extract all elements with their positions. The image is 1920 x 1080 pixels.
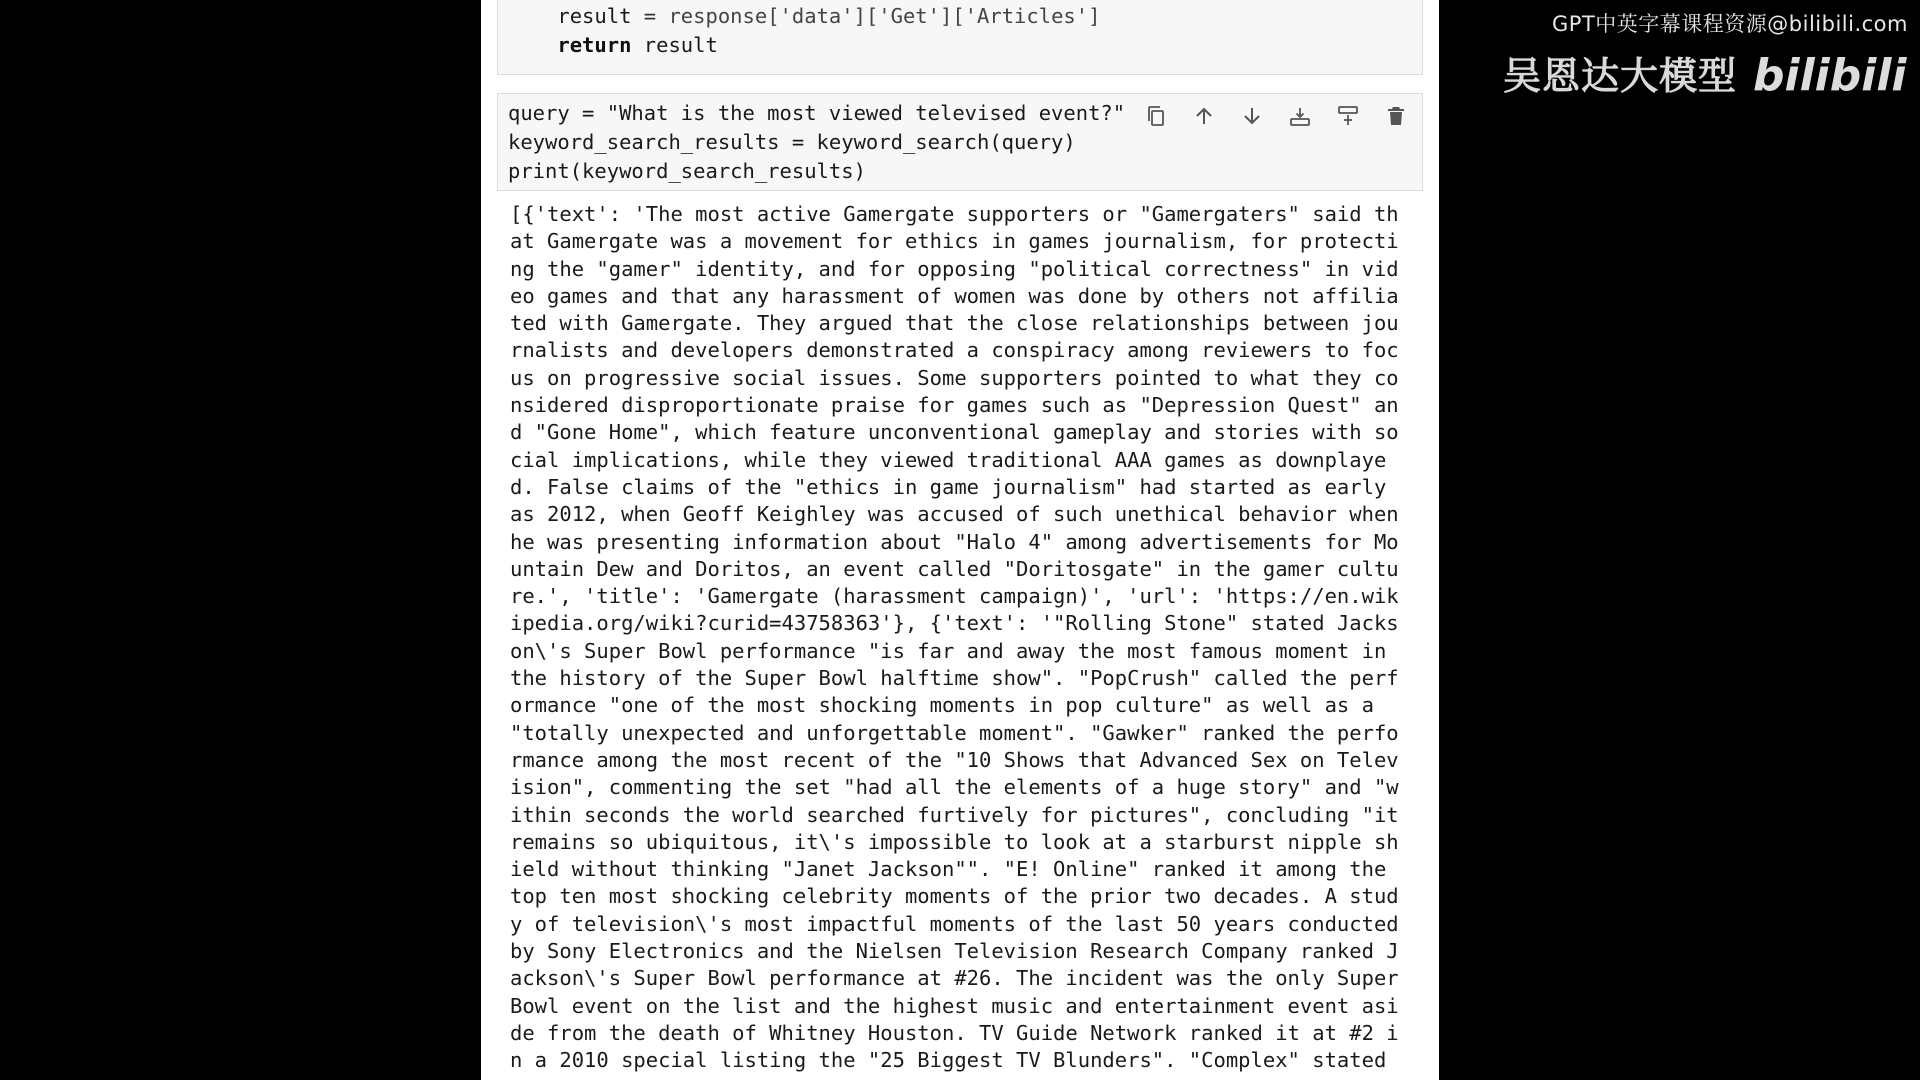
watermark-source: GPT中英字幕课程资源@bilibili.com [1552, 12, 1908, 36]
output-line: de from the death of Whitney Houston. TV Guide Network ranked it at #2 i [510, 1020, 1399, 1045]
insert-cell-below-button[interactable] [1332, 100, 1364, 132]
code-keyword-return: return [557, 33, 632, 57]
cell-output [510, 201, 1430, 1075]
arrow-down-icon [1240, 104, 1264, 128]
delete-icon [1384, 104, 1408, 128]
insert-below-icon [1336, 104, 1360, 128]
duplicate-cell-button[interactable] [1140, 100, 1172, 132]
arrow-up-icon [1192, 104, 1216, 128]
output-line: eo games and that any harassment of women was done by others not affilia [510, 283, 1399, 308]
code-token-return-value: result [631, 33, 718, 57]
output-line: on\'s Super Bowl performance "is far and away the most famous moment in [510, 638, 1387, 663]
output-line: rmance among the most recent of the "10 Shows that Advanced Sex on Telev [510, 747, 1399, 772]
output-line: d. False claims of the "ethics in game journalism" had started as early [510, 474, 1387, 499]
output-line: he was presenting information about "Halo 4" among advertisements for Mo [510, 529, 1399, 554]
output-line: re.', 'title': 'Gamergate (harassment campaign)', 'url': 'https://en.wik [510, 584, 1399, 609]
move-cell-up-button[interactable] [1188, 100, 1220, 132]
output-line: cial implications, while they viewed traditional AAA games as downplaye [510, 447, 1387, 472]
output-line: top ten most shocking celebrity moments of the prior two decades. A stud [510, 884, 1399, 909]
output-line: ted with Gamergate. They argued that the close relationships between jou [510, 311, 1399, 336]
output-line: the history of the Super Bowl halftime show". "PopCrush" called the perf [510, 666, 1399, 691]
watermark-brand-text: 吴恩达大模型 [1503, 53, 1738, 98]
bilibili-logo-text: bilibili [1753, 50, 1907, 101]
output-line: ithin seconds the world searched furtively for pictures", concluding "it [510, 802, 1399, 827]
query-cell-code[interactable] [508, 99, 1125, 186]
move-cell-down-button[interactable] [1236, 100, 1268, 132]
output-line: by Sony Electronics and the Nielsen Television Research Company ranked J [510, 939, 1399, 964]
code-token-response-expr: response['data']['Get']['Articles'] [668, 4, 1101, 28]
output-line: untain Dew and Doritos, an event called "Doritosgate" in the gamer cultu [510, 556, 1399, 581]
output-line: y of television\'s most impactful moments of the last 50 years conducted [510, 911, 1399, 936]
previous-cell-code[interactable] [508, 2, 1100, 60]
notebook-panel [481, 0, 1439, 1080]
output-line: ision", commenting the set "had all the elements of a huge story" and "w [510, 775, 1399, 800]
watermark-brand [1503, 44, 1907, 101]
output-line: Bowl event on the list and the highest music and entertainment event asi [510, 993, 1399, 1018]
output-line: as 2012, when Geoff Keighley was accused of such unethical behavior when [510, 502, 1399, 527]
output-line: ng the "gamer" identity, and for opposing "political correctness" in vid [510, 256, 1399, 281]
bilibili-logo-icon [1751, 44, 1907, 101]
output-line: at Gamergate was a movement for ethics in games journalism, for protecti [510, 229, 1399, 254]
insert-above-icon [1288, 104, 1312, 128]
code-line-keyword-search: keyword_search_results = keyword_search(query) [508, 130, 1076, 154]
output-line: us on progressive social issues. Some supporters pointed to what they co [510, 365, 1399, 390]
cell-toolbar [1136, 100, 1412, 132]
output-line: "totally unexpected and unforgettable moment". "Gawker" ranked the perfo [510, 720, 1399, 745]
previous-code-cell[interactable] [497, 0, 1423, 75]
output-line: ipedia.org/wiki?curid=43758363'}, {'text': '"Rolling Stone" stated Jacks [510, 611, 1399, 636]
code-line-query: query = "What is the most viewed televised event?" [508, 101, 1126, 125]
output-line: ackson\'s Super Bowl performance at #26. The incident was the only Super [510, 966, 1399, 991]
output-line: ormance "one of the most shocking moments in pop culture" as well as a [510, 693, 1374, 718]
output-line: rnalists and developers demonstrated a conspiracy among reviewers to foc [510, 338, 1399, 363]
output-line: nsidered disproportionate praise for games such as "Depression Quest" an [510, 393, 1399, 418]
output-line: ield without thinking "Janet Jackson"". "E! Online" ranked it among the [510, 857, 1387, 882]
code-token-result-var: result [557, 4, 632, 28]
query-code-cell[interactable] [497, 93, 1423, 191]
delete-cell-button[interactable] [1380, 100, 1412, 132]
insert-cell-above-button[interactable] [1284, 100, 1316, 132]
copy-icon [1144, 104, 1168, 128]
output-line: remains so ubiquitous, it\'s impossible to look at a starburst nipple sh [510, 829, 1399, 854]
output-line: d "Gone Home", which feature unconventional gameplay and stories with so [510, 420, 1399, 445]
code-line-print: print(keyword_search_results) [508, 159, 866, 183]
code-token-assign: = [631, 4, 669, 28]
output-line: n a 2010 special listing the "25 Biggest TV Blunders". "Complex" stated [510, 1048, 1387, 1073]
output-line: [{'text': 'The most active Gamergate supporters or "Gamergaters" said th [510, 202, 1399, 226]
